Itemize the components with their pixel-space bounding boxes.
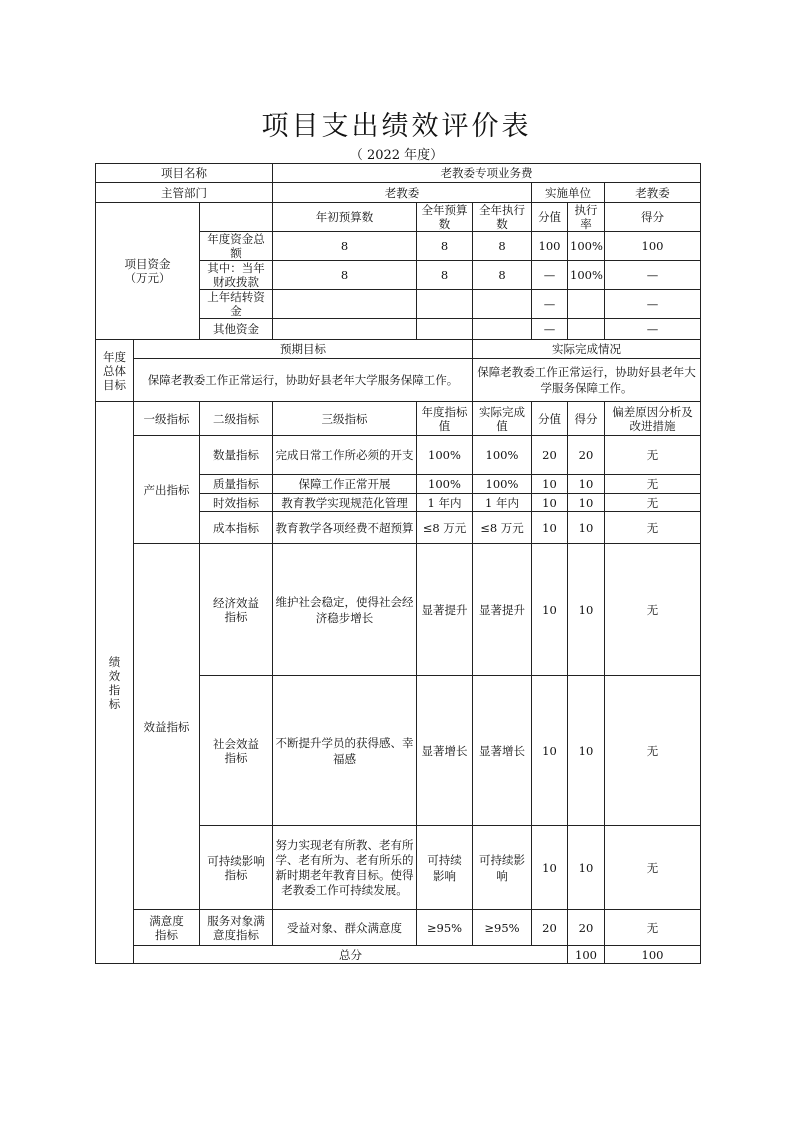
funds-header: 分值: [532, 203, 568, 232]
score-value: 10: [532, 475, 568, 494]
score-value: 10: [532, 494, 568, 512]
deviation-note: 无: [605, 910, 701, 946]
score-value: 10: [532, 512, 568, 544]
target-value: 显著增长: [417, 676, 473, 826]
funds-header-blank: [200, 203, 273, 232]
perf-header: 三级指标: [273, 402, 417, 436]
funds-header-row: [96, 203, 701, 232]
impl-unit-label: 实施单位: [532, 183, 605, 203]
impl-unit-value: 老教委: [605, 183, 701, 203]
actual-value: 100%: [473, 475, 532, 494]
actual-header: 实际完成情况: [473, 340, 701, 359]
actual-value: 100%: [473, 436, 532, 475]
l2-indicator: 质量指标: [200, 475, 273, 494]
indicator-row: [96, 436, 701, 475]
l2-indicator: 成本指标: [200, 512, 273, 544]
l3-indicator: 完成日常工作所必须的开支: [273, 436, 417, 475]
l3-indicator: 不断提升学员的获得感、幸福感: [273, 676, 417, 826]
deviation-note: 无: [605, 494, 701, 512]
funds-cell: —: [532, 261, 568, 290]
total-label: 总分: [134, 946, 568, 964]
target-value: ≥95%: [417, 910, 473, 946]
deviation-note: 无: [605, 436, 701, 475]
project-name-value: 老教委专项业务费: [273, 164, 701, 183]
got-value: 10: [568, 676, 605, 826]
satisfaction-indicator-label: 满意度指标: [134, 910, 200, 946]
perf-header: 偏差原因分析及改进措施: [605, 402, 701, 436]
goal-content-row: [96, 359, 701, 402]
funds-cell: [473, 319, 532, 340]
l3-indicator: 教育教学实现规范化管理: [273, 494, 417, 512]
funds-cell: [473, 290, 532, 319]
funds-row-label: 其他资金: [200, 319, 273, 340]
dept-value: 老教委: [273, 183, 532, 203]
perf-header-row: [96, 402, 701, 436]
funds-row-label: 年度资金总额: [200, 232, 273, 261]
perf-header: 实际完成值: [473, 402, 532, 436]
score-value: 10: [532, 544, 568, 676]
funds-header: 全年预算数: [417, 203, 473, 232]
funds-cell: 100%: [568, 232, 605, 261]
funds-cell: —: [605, 261, 701, 290]
funds-cell: —: [532, 290, 568, 319]
target-value: 100%: [417, 436, 473, 475]
got-value: 20: [568, 436, 605, 475]
got-value: 10: [568, 826, 605, 910]
page-title: 项目支出绩效评价表: [261, 111, 532, 142]
score-value: 10: [532, 826, 568, 910]
l2-indicator: 数量指标: [200, 436, 273, 475]
l2-indicator: 可持续影响指标: [200, 826, 273, 910]
funds-cell: [417, 290, 473, 319]
funds-cell: —: [605, 290, 701, 319]
funds-cell: 100%: [568, 261, 605, 290]
funds-row-label: 上年结转资金: [200, 290, 273, 319]
deviation-note: 无: [605, 475, 701, 494]
l3-indicator: 努力实现老有所教、老有所学、老有所为、老有所乐的新时期老年教育目标。使得老教委工作可持续发展。: [273, 826, 417, 910]
expected-header: 预期目标: [134, 340, 473, 359]
funds-cell: 8: [273, 232, 417, 261]
funds-cell: [568, 290, 605, 319]
perf-header: 分值: [532, 402, 568, 436]
l2-indicator: 服务对象满意度指标: [200, 910, 273, 946]
l2-indicator: 经济效益指标: [200, 544, 273, 676]
funds-cell: 8: [273, 261, 417, 290]
funds-cell: [273, 319, 417, 340]
funds-cell: 8: [417, 261, 473, 290]
indicator-row: [96, 910, 701, 946]
dept-label: 主管部门: [96, 183, 273, 203]
funds-label: 项目资金 （万元）: [96, 203, 200, 340]
funds-cell: [273, 290, 417, 319]
actual-value: 可持续影响: [473, 826, 532, 910]
project-name-label: 项目名称: [96, 164, 273, 183]
deviation-note: 无: [605, 512, 701, 544]
got-value: 10: [568, 475, 605, 494]
got-value: 10: [568, 512, 605, 544]
funds-cell: 100: [605, 232, 701, 261]
total-score: 100: [568, 946, 605, 964]
deviation-note: 无: [605, 676, 701, 826]
funds-cell: 100: [532, 232, 568, 261]
perf-label: 绩效指标: [96, 402, 134, 964]
l3-indicator: 受益对象、群众满意度: [273, 910, 417, 946]
project-name-row: [96, 164, 701, 183]
funds-row-label: 其中：当年财政拨款: [200, 261, 273, 290]
indicator-row: [96, 544, 701, 676]
funds-cell: 8: [473, 232, 532, 261]
dept-row: [96, 183, 701, 203]
l2-indicator: 社会效益指标: [200, 676, 273, 826]
target-value: ≤8 万元: [417, 512, 473, 544]
target-value: 显著提升: [417, 544, 473, 676]
funds-cell: —: [605, 319, 701, 340]
funds-header: 得分: [605, 203, 701, 232]
funds-header: 执行率: [568, 203, 605, 232]
year-label: （ 2022 年度）: [349, 148, 444, 163]
got-value: 10: [568, 494, 605, 512]
perf-header: 一级指标: [134, 402, 200, 436]
total-row: [96, 946, 701, 964]
funds-cell: [568, 319, 605, 340]
actual-value: ≥95%: [473, 910, 532, 946]
actual-value: ≤8 万元: [473, 512, 532, 544]
score-value: 10: [532, 676, 568, 826]
actual-goal-text: 保障老教委工作正常运行，协助好县老年大学服务保障工作。: [473, 359, 701, 402]
goal-header-row: [96, 340, 701, 359]
funds-cell: [417, 319, 473, 340]
l2-indicator: 时效指标: [200, 494, 273, 512]
perf-header: 年度指标值: [417, 402, 473, 436]
target-value: 可持续影响: [417, 826, 473, 910]
benefit-indicator-label: 效益指标: [134, 544, 200, 910]
actual-value: 1 年内: [473, 494, 532, 512]
goal-label: 年度总体目标: [96, 340, 134, 402]
deviation-note: 无: [605, 826, 701, 910]
l3-indicator: 教育教学各项经费不超预算: [273, 512, 417, 544]
target-value: 1 年内: [417, 494, 473, 512]
expected-goal-text: 保障老教委工作正常运行，协助好县老年大学服务保障工作。: [134, 359, 473, 402]
funds-header: 全年执行数: [473, 203, 532, 232]
got-value: 10: [568, 544, 605, 676]
total-got: 100: [605, 946, 701, 964]
l3-indicator: 保障工作正常开展: [273, 475, 417, 494]
evaluation-table: [95, 163, 701, 964]
output-indicator-label: 产出指标: [134, 436, 200, 544]
target-value: 100%: [417, 475, 473, 494]
deviation-note: 无: [605, 544, 701, 676]
perf-header: 得分: [568, 402, 605, 436]
score-value: 20: [532, 910, 568, 946]
funds-cell: 8: [417, 232, 473, 261]
funds-cell: 8: [473, 261, 532, 290]
funds-cell: —: [532, 319, 568, 340]
actual-value: 显著提升: [473, 544, 532, 676]
actual-value: 显著增长: [473, 676, 532, 826]
l3-indicator: 维护社会稳定，使得社会经济稳步增长: [273, 544, 417, 676]
funds-header: 年初预算数: [273, 203, 417, 232]
got-value: 20: [568, 910, 605, 946]
perf-header: 二级指标: [200, 402, 273, 436]
score-value: 20: [532, 436, 568, 475]
